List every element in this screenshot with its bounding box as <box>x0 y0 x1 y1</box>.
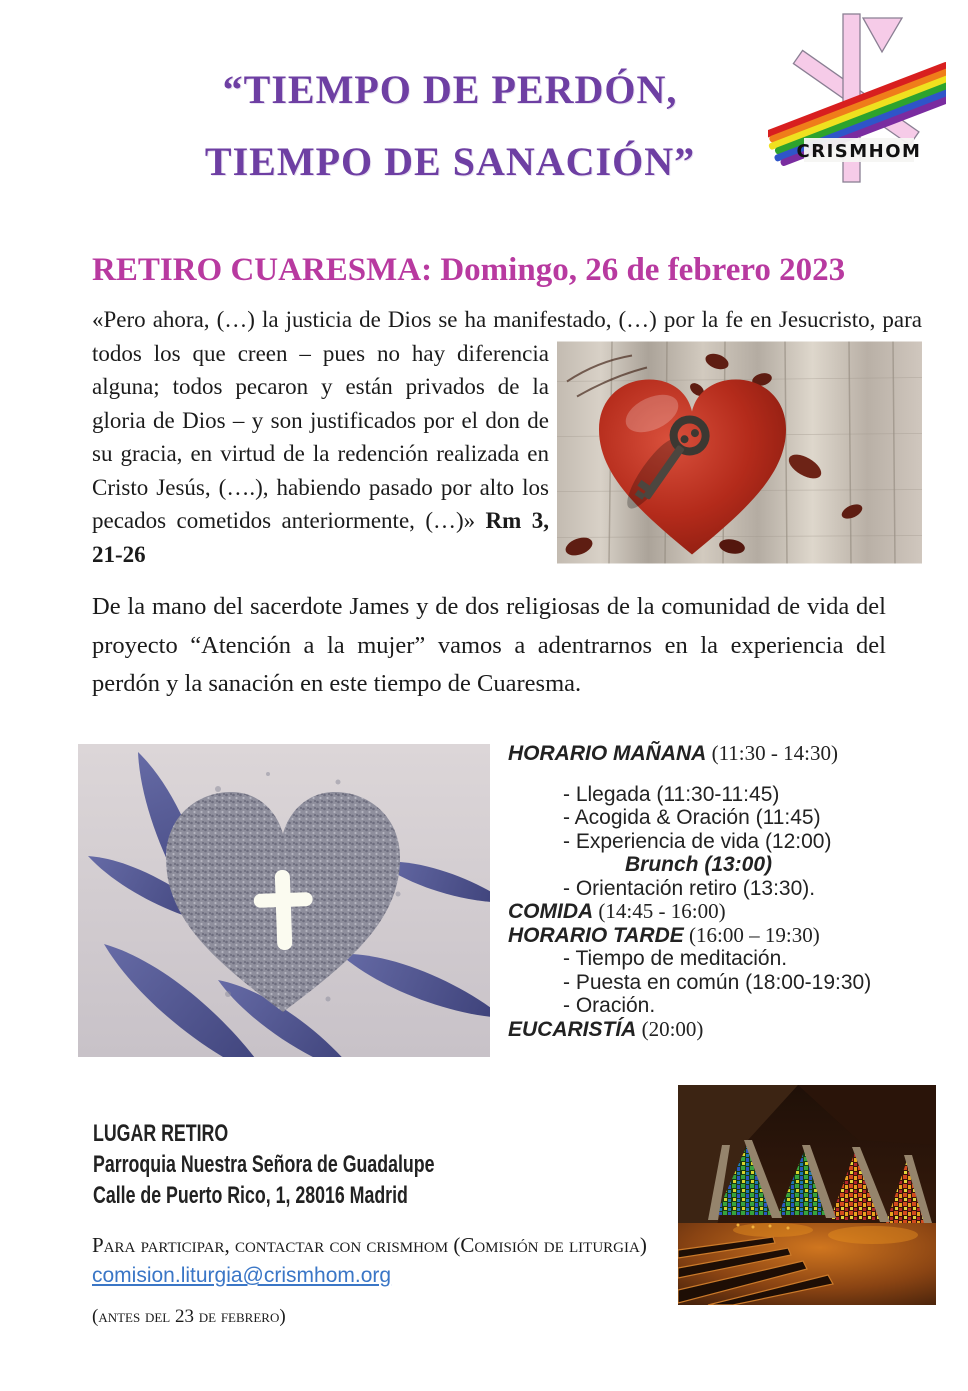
heart-key-image <box>557 341 922 564</box>
schedule-line: Brunch (13:00) <box>625 853 773 876</box>
venue-block <box>93 1118 537 1211</box>
church-interior-image <box>678 1085 936 1305</box>
schedule-line: - Experiencia de vida (12:00) <box>563 829 832 853</box>
venue-address: Calle de Puerto Rico, 1, 28016 Madrid <box>93 1182 408 1209</box>
chi-rho-rainbow-icon <box>768 12 946 188</box>
contact-email-link[interactable]: comision.liturgia@crismhom.org <box>92 1264 392 1287</box>
schedule-line: COMIDA (14:45 - 16:00) <box>508 899 726 923</box>
schedule-line: - Tiempo de meditación. <box>563 947 788 970</box>
venue-name: Parroquia Nuestra Señora de Guadalupe <box>93 1151 435 1178</box>
schedule-line: - Orientación retiro (13:30). <box>563 876 816 900</box>
page-title <box>88 54 812 198</box>
title-line-2: TIEMPO DE SANACIÓN” <box>204 139 696 184</box>
intro-paragraph: De la mano del sacerdote James y de dos religiosas de la comunidad de vida del proyecto “Atención a la mujer” vamos a adentrarnos en la experiencia del perdón y la sanación en este tiempo de Cuaresma. <box>92 593 886 697</box>
schedule-line: - Puesta en común (18:00-19:30) <box>563 970 872 994</box>
section-heading: RETIRO CUARESMA: Domingo, 26 de febrero 2023 <box>92 252 846 288</box>
deadline-note: (antes del 23 de febrero) <box>92 1306 286 1327</box>
quote-text-part2: para todos los que creen – pues no hay diferencia alguna; todos pecaron y están privados de la gloria de Dios – y son justificados por el don de su gracia, en virtud de la redención realizada en Cristo Jesús, (….), habiendo pasado por alto los pecados cometidos anteriormente, (…)» <box>92 307 922 533</box>
crismhom-logo <box>768 12 946 188</box>
contact-line: Para participar, contactar con crismhom (Comisión de liturgia) <box>92 1233 647 1257</box>
schedule-line <box>508 766 938 783</box>
quote-text-part1: «Pero ahora, (…) la justicia de Dios se ha manifestado, (…) por la fe en Jesucristo, <box>92 307 883 332</box>
schedule-line: - Oración. <box>563 994 656 1017</box>
quote-reference: Rm 3, 21-26 <box>92 508 549 567</box>
schedule <box>508 742 938 1041</box>
schedule-line: HORARIO TARDE (16:00 – 19:30) <box>508 922 820 947</box>
schedule-line: - Acogida & Oración (11:45) <box>563 806 821 829</box>
schedule-line: - Llegada (11:30-11:45) <box>563 782 780 806</box>
schedule-line: HORARIO MAÑANA (11:30 - 14:30) <box>508 741 838 765</box>
ash-cross-heart-image <box>78 744 490 1057</box>
title-line-1: “TIEMPO DE PERDÓN, <box>222 67 678 112</box>
logo-wordmark: CRISMHOM <box>796 141 922 162</box>
schedule-line: EUCARISTÍA (20:00) <box>508 1016 704 1041</box>
bible-quote <box>92 303 922 571</box>
venue-heading: LUGAR RETIRO <box>93 1120 229 1147</box>
